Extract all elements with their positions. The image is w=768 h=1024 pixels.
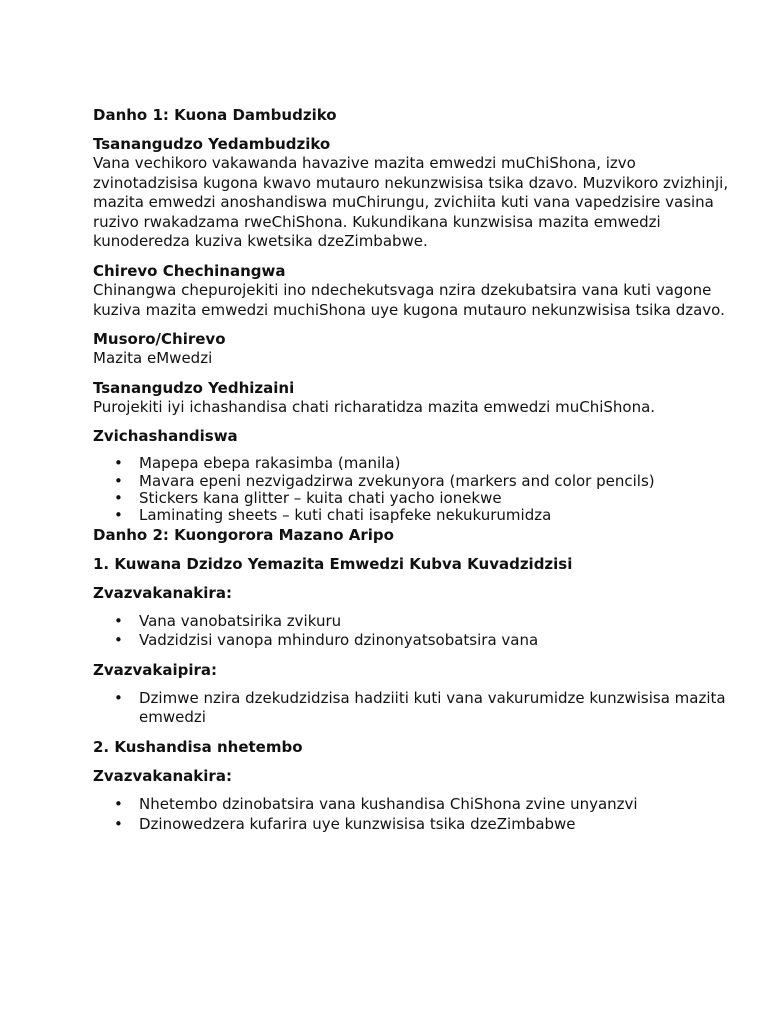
step1-title: Danho 1: Kuona Dambudziko [93,106,337,124]
idea1-pros-heading: Zvazvakanakira: [93,583,232,602]
list-item: • Laminating sheets – kuti chati isapfeke nekukurumidza [93,507,733,524]
goal-text: Chinangwa chepurojekiti ino ndechekutsvaga nzira dzekubatsira vana kuti vagone kuziva mazita emwedzi muchiShona uye kugona mutauro nekunzwisisa tsika dzavo. [93,280,725,319]
list-item: • Mapepa ebepa rakasimba (manila) [93,455,733,472]
step2-title: Danho 2: Kuongorora Mazano Aripo [93,525,394,544]
list-item: • Nhetembo dzinobatsira vana kushandisa ChiShona zvine unyanzvi [93,795,733,815]
topic-text: Mazita eMwedzi [93,349,213,368]
idea2-pros-heading: Zvazvakanakira: [93,766,232,785]
list-item: • Vadzidzisi vanopa mhinduro dzinonyatsobatsira vana [93,631,733,651]
design-heading: Tsanangudzo Yedhizaini [93,378,295,397]
list-item: • Mavara epeni nezvigadzirwa zvekunyora (markers and color pencils) [93,473,733,490]
idea1-pros-list [93,612,733,651]
idea2-heading: 2. Kushandisa nhetembo [93,737,303,756]
goal-heading: Chirevo Chechinangwa [93,261,286,280]
idea1-heading: 1. Kuwana Dzidzo Yemazita Emwedzi Kubva Kuvadzidzisi [93,554,573,573]
idea1-cons-heading: Zvazvakaipira: [93,660,218,679]
materials-list [93,455,733,524]
idea1-cons-list [93,689,733,728]
list-item: • Stickers kana glitter – kuita chati yacho ionekwe [93,490,733,507]
list-item: • Dzimwe nzira dzekudzidzisa hadziiti kuti vana vakurumidze kunzwisisa mazita emwedzi [93,689,733,728]
idea2-pros-list [93,795,733,834]
problem-heading: Tsanangudzo Yedambudziko [93,135,331,153]
topic-heading: Musoro/Chirevo [93,330,226,349]
problem-text: Vana vechikoro vakawanda havazive mazita emwedzi muChiShona, izvo zvinotadzisisa kugona kwavo mutauro nekunzwisisa tsika dzavo. Muzvikoro zvizhinji, mazita emwedzi anoshandiswa muChirungu, zvichiita kuti vana vapedzisire vasina ruzivo rwakadzama rweChiShona. Kukundikana kunzwisisa mazita emwedzi kunoderedza kuziva kwetsika dzeZimbabwe. [93,154,729,251]
materials-heading: Zvichashandiswa [93,427,238,446]
list-item: • Dzinowedzera kufarira uye kunzwisisa tsika dzeZimbabwe [93,815,733,835]
design-text: Purojekiti iyi ichashandisa chati richaratidza mazita emwedzi muChiShona. [93,397,656,416]
document-page [93,105,733,834]
list-item: • Vana vanobatsirika zvikuru [93,612,733,632]
